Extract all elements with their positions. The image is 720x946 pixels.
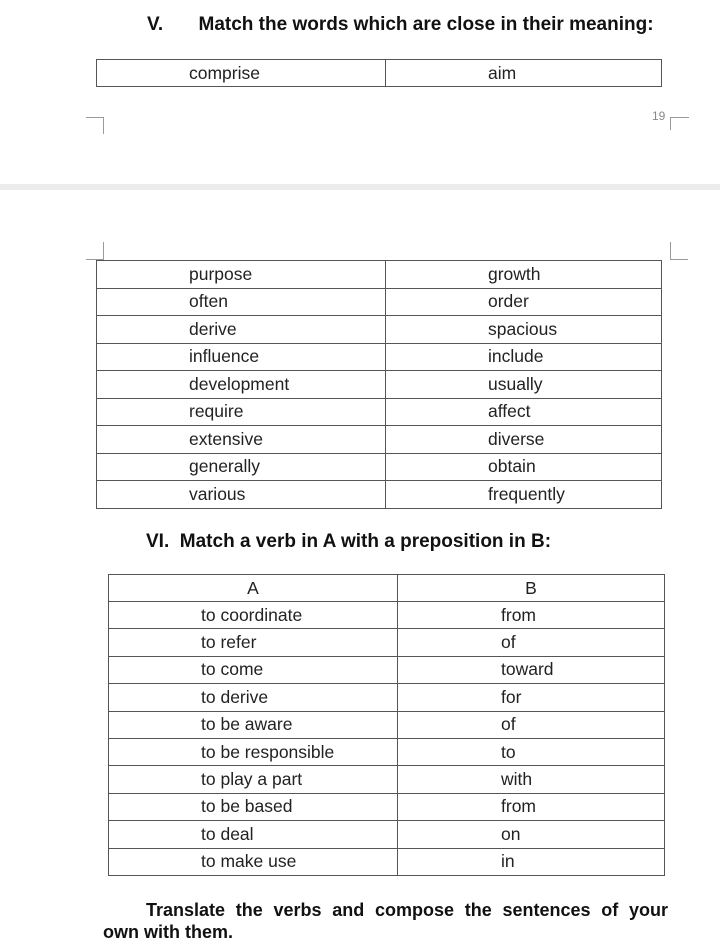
verb-cell: to deal [109, 821, 398, 848]
table-row [97, 398, 662, 426]
synonym-left-cell: purpose [97, 261, 386, 289]
table-row [109, 793, 665, 820]
table-row [97, 481, 662, 509]
verb-preposition-table [108, 574, 665, 876]
verb-cell: to derive [109, 684, 398, 711]
preposition-cell: toward [398, 656, 665, 683]
verb-cell: to come [109, 656, 398, 683]
preposition-cell: to [398, 738, 665, 765]
section-5-heading [147, 14, 654, 36]
synonym-right-cell: growth [386, 261, 662, 289]
preposition-cell: with [398, 766, 665, 793]
verb-cell: to be based [109, 793, 398, 820]
synonym-right-cell: aim [386, 60, 662, 87]
preposition-cell: from [398, 793, 665, 820]
instruction-line-1: Translate the verbs and compose the sentences of your [146, 900, 668, 920]
synonym-right-cell: frequently [386, 481, 662, 509]
synonym-left-cell: derive [97, 316, 386, 344]
preposition-cell: for [398, 684, 665, 711]
table-row [109, 684, 665, 711]
table-row [97, 261, 662, 289]
table-row [109, 821, 665, 848]
column-a-header: A [109, 575, 398, 602]
verb-cell: to coordinate [109, 602, 398, 629]
page-corner-mark-left-2 [86, 242, 104, 260]
preposition-cell: from [398, 602, 665, 629]
synonym-left-cell: require [97, 398, 386, 426]
preposition-cell: of [398, 629, 665, 656]
page-break [0, 184, 720, 190]
section-6-title: VI. Match a verb in A with a preposition in B: [146, 531, 552, 552]
synonym-right-cell: obtain [386, 453, 662, 481]
synonym-right-cell: order [386, 288, 662, 316]
preposition-cell: of [398, 711, 665, 738]
synonym-right-cell: diverse [386, 426, 662, 454]
section-5-title: Match the words which are close in their meaning: [198, 14, 654, 35]
table-row [97, 343, 662, 371]
table-row [109, 656, 665, 683]
page-number: 19 [652, 109, 666, 123]
synonym-left-cell: development [97, 371, 386, 399]
table-row [97, 426, 662, 454]
instruction-line-2: own with them. [103, 922, 233, 942]
verb-cell: to be responsible [109, 738, 398, 765]
synonym-right-cell: affect [386, 398, 662, 426]
synonym-table-top [96, 59, 662, 87]
preposition-cell: on [398, 821, 665, 848]
synonym-right-cell: spacious [386, 316, 662, 344]
column-b-header: B [398, 575, 665, 602]
page-corner-mark-left [86, 117, 104, 134]
synonym-left-cell: often [97, 288, 386, 316]
table-row [109, 602, 665, 629]
synonym-right-cell: include [386, 343, 662, 371]
table-row [97, 453, 662, 481]
table-row [97, 288, 662, 316]
table-row [109, 848, 665, 875]
synonym-left-cell: generally [97, 453, 386, 481]
page-corner-mark-right [670, 117, 689, 130]
table-row [109, 738, 665, 765]
preposition-cell: in [398, 848, 665, 875]
table-row [97, 371, 662, 399]
table-row [109, 629, 665, 656]
table-row [97, 316, 662, 344]
verb-cell: to refer [109, 629, 398, 656]
synonym-left-cell: comprise [97, 60, 386, 87]
verb-cell: to make use [109, 848, 398, 875]
synonym-table [96, 260, 662, 509]
page-corner-mark-right-2 [670, 242, 688, 260]
synonym-left-cell: various [97, 481, 386, 509]
verb-cell: to be aware [109, 711, 398, 738]
synonym-left-cell: extensive [97, 426, 386, 454]
table-header-row [109, 575, 665, 602]
verb-cell: to play a part [109, 766, 398, 793]
section-5-number: V. [147, 14, 164, 35]
synonym-left-cell: influence [97, 343, 386, 371]
synonym-right-cell: usually [386, 371, 662, 399]
table-row [109, 766, 665, 793]
table-row [109, 711, 665, 738]
table-row [97, 60, 662, 87]
